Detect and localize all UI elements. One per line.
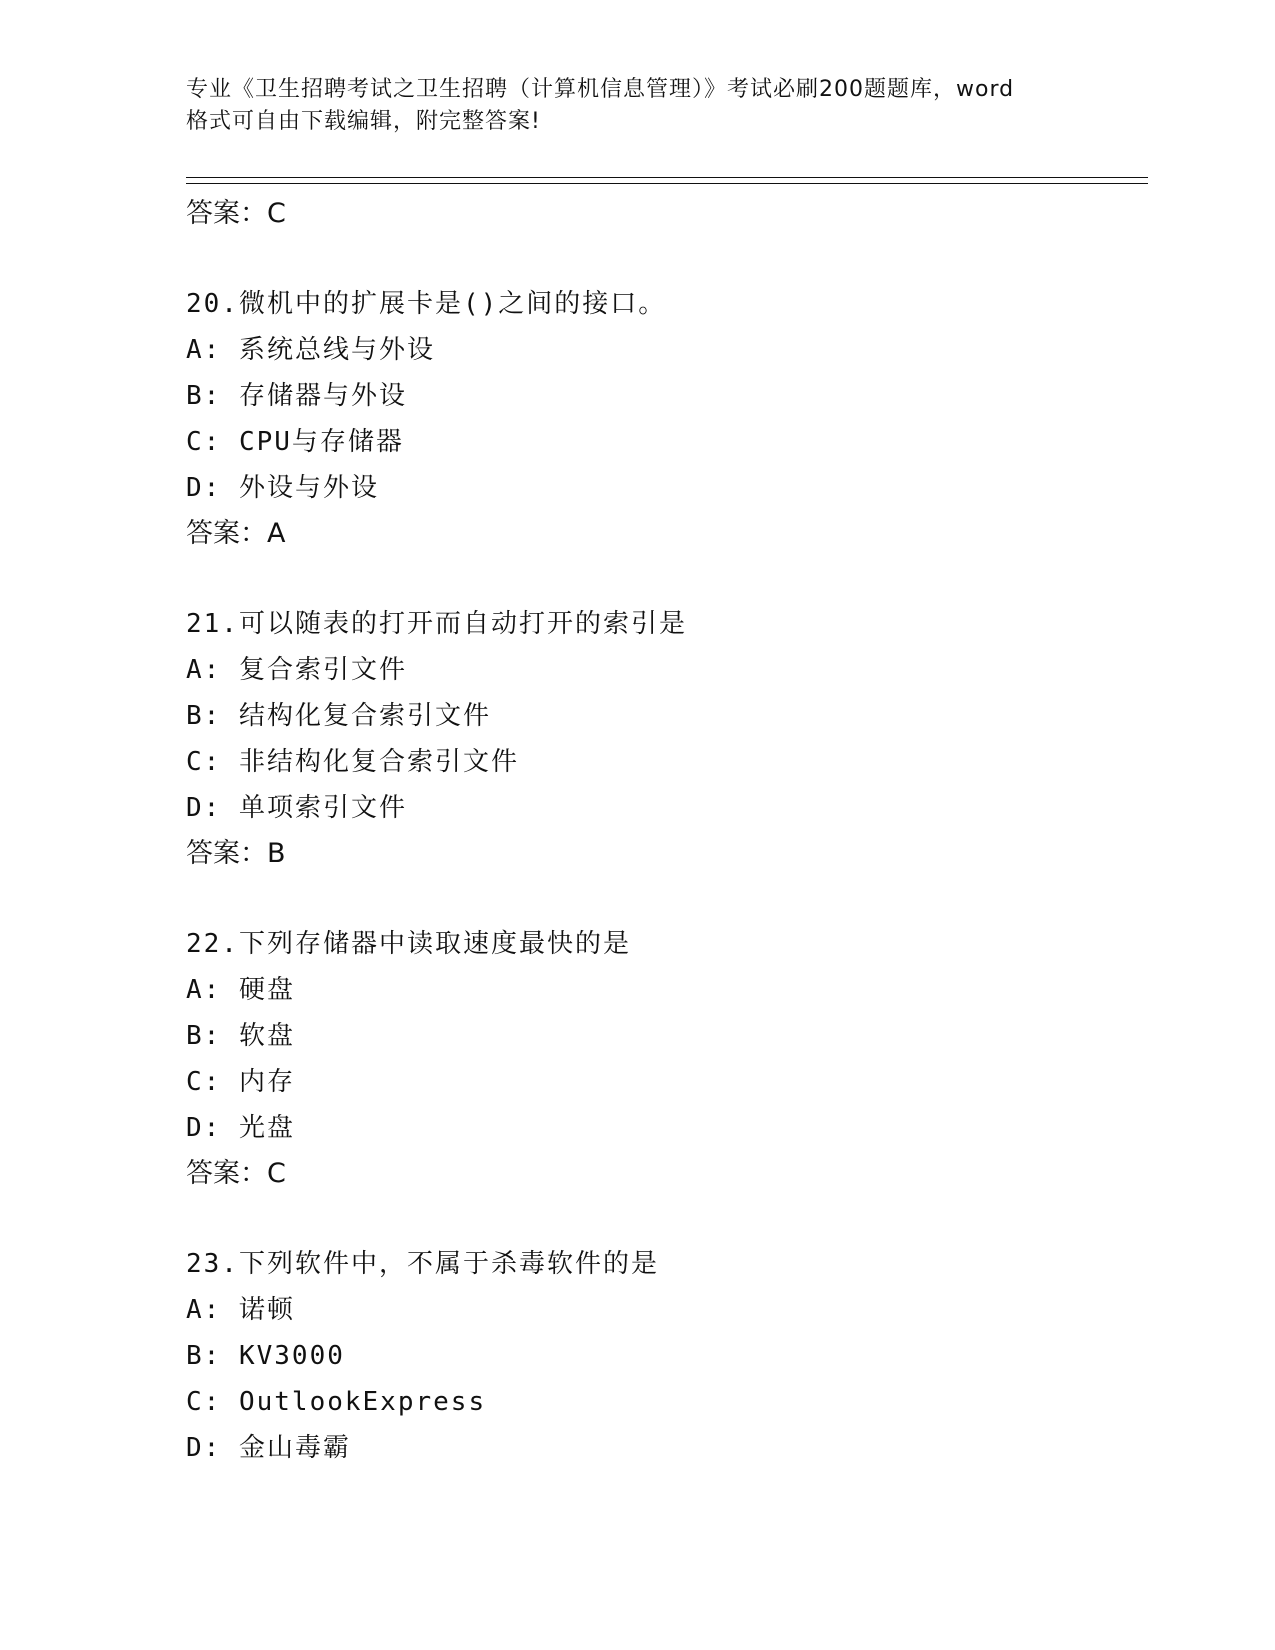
question-20 <box>186 281 1148 557</box>
option-a: A: 系统总线与外设 <box>186 335 435 365</box>
question-22 <box>186 921 1148 1197</box>
option-d: D: 外设与外设 <box>186 473 379 503</box>
option-d: D: 金山毒霸 <box>186 1433 351 1463</box>
option-d: D: 光盘 <box>186 1113 295 1143</box>
answer-line: 答案：A <box>186 518 286 549</box>
option-c: C: CPU与存储器 <box>186 427 404 457</box>
option-c: C: 非结构化复合索引文件 <box>186 747 519 777</box>
option-a: A: 复合索引文件 <box>186 655 407 685</box>
option-b: B: 存储器与外设 <box>186 381 407 411</box>
answer-line: 答案：C <box>186 1158 286 1189</box>
question-21 <box>186 601 1148 877</box>
header-divider-top <box>186 177 1148 178</box>
option-c: C: 内存 <box>186 1067 295 1097</box>
option-d: D: 单项索引文件 <box>186 793 407 823</box>
option-c: C: OutlookExpress <box>186 1387 487 1417</box>
option-b: B: KV3000 <box>186 1341 345 1371</box>
question-stem: 20.微机中的扩展卡是()之间的接口。 <box>186 289 667 319</box>
header-divider-bottom <box>186 183 1148 184</box>
question-stem: 21.可以随表的打开而自动打开的索引是 <box>186 609 687 639</box>
option-b: B: 结构化复合索引文件 <box>186 701 491 731</box>
header-line-2: 格式可自由下载编辑，附完整答案! <box>186 109 541 134</box>
question-stem: 23.下列软件中，不属于杀毒软件的是 <box>186 1249 659 1279</box>
option-a: A: 诺顿 <box>186 1295 295 1325</box>
answer-line: 答案：B <box>186 838 286 869</box>
option-a: A: 硬盘 <box>186 975 295 1005</box>
answer-line: 答案：C <box>186 198 286 229</box>
option-b: B: 软盘 <box>186 1021 295 1051</box>
question-list <box>186 191 1148 1471</box>
header-line-1: 专业《卫生招聘考试之卫生招聘（计算机信息管理）》考试必刷200题题库，word <box>186 77 1015 102</box>
document-header <box>186 74 1086 138</box>
question-23 <box>186 1241 1148 1471</box>
question-stem: 22.下列存储器中读取速度最快的是 <box>186 929 631 959</box>
